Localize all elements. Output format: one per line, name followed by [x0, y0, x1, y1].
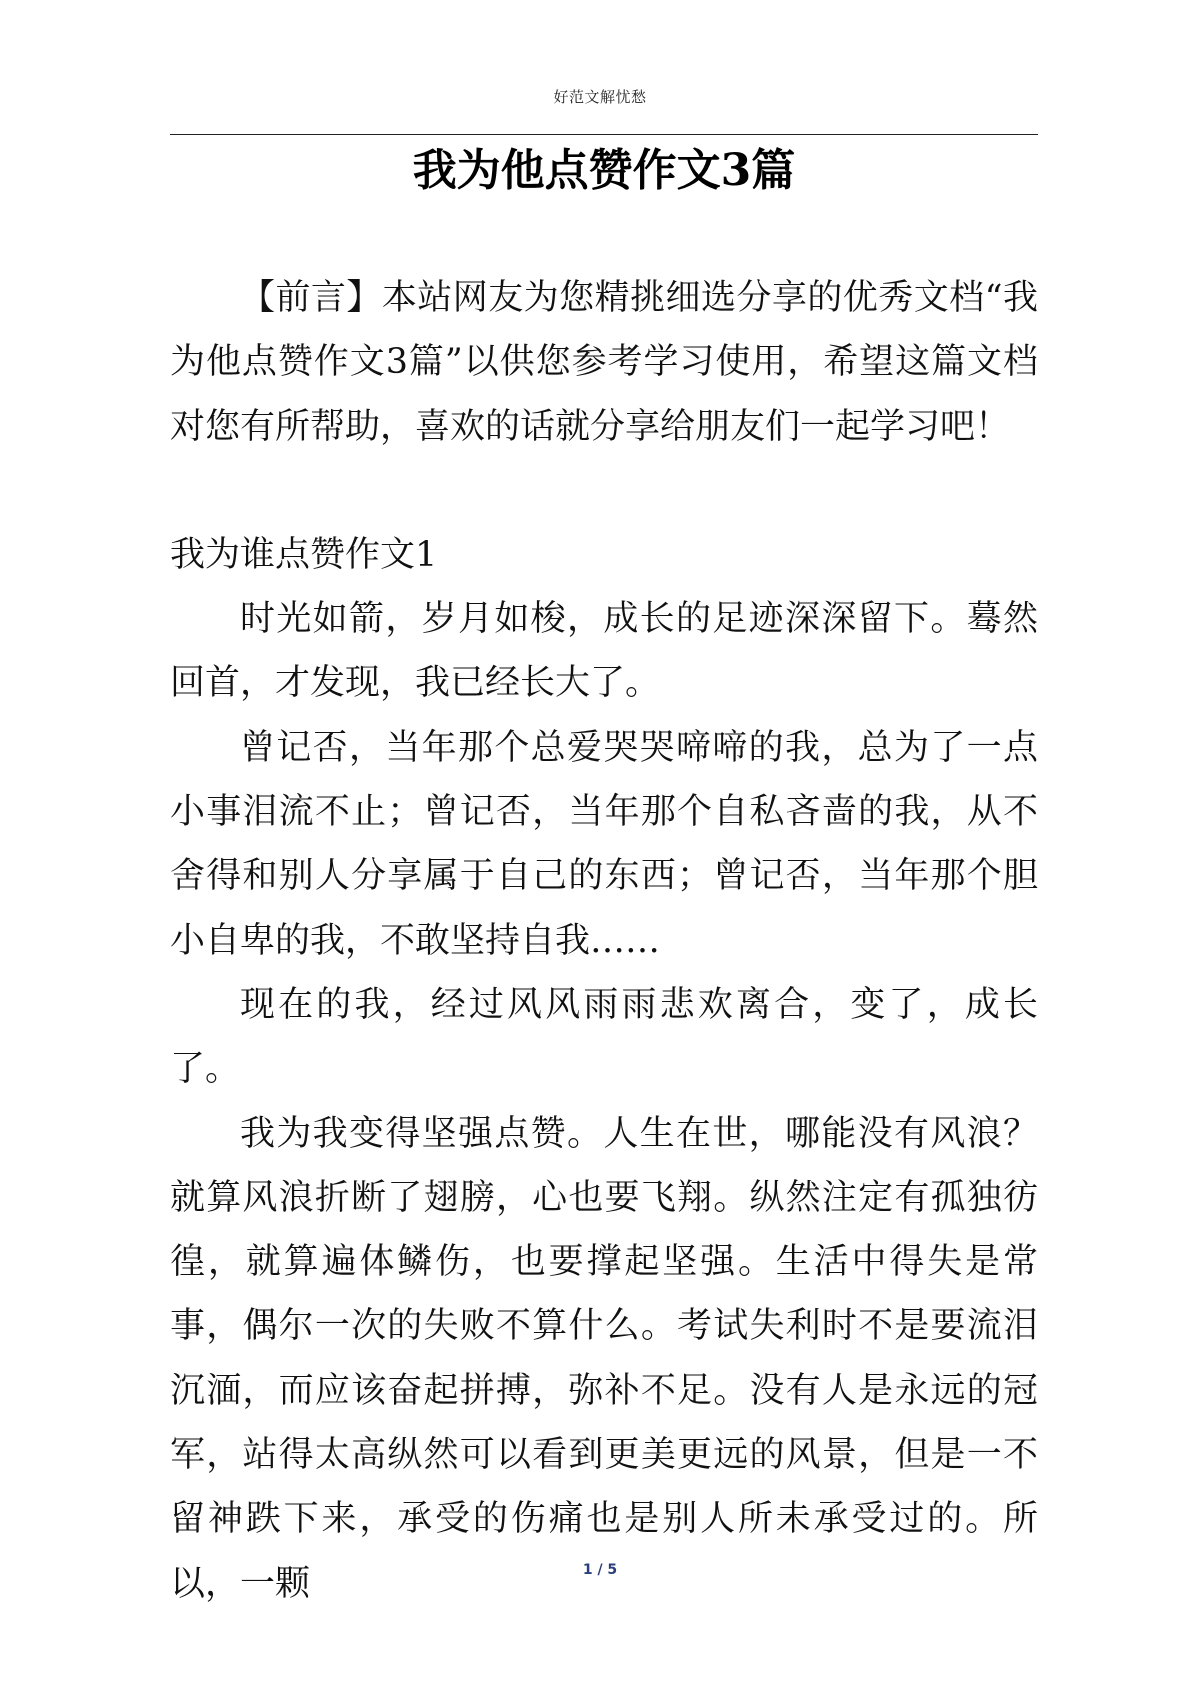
section-heading: 我为谁点赞作文1: [170, 534, 438, 575]
body-paragraph: 现在的我，经过风风雨雨悲欢离合，变了，成长了。: [170, 984, 1038, 1090]
body-paragraph: 我为我变得坚强点赞。人生在世，哪能没有风浪？就算风浪折断了翅膀，心也要飞翔。纵然注定有孤独彷徨，就算遍体鳞伤，也要撑起坚强。生活中得失是常事，偶尔一次的失败不算什么。考试失利时不是要流泪沉湎，而应该奋起拼搏，弥补不足。没有人是永远的冠军，站得太高纵然可以看到更美更远的风景，但是一不留神跌下来，承受的伤痛也是别人所未承受过的。所以，一颗: [170, 1113, 1038, 1604]
header-divider: [170, 134, 1038, 135]
preface-paragraph: 【前言】本站网友为您精挑细选分享的优秀文档“我为他点赞作文3篇”以供您参考学习使用，希望这篇文档对您有所帮助，喜欢的话就分享给朋友们一起学习吧！: [170, 278, 1038, 447]
document-body: [170, 266, 1038, 1616]
body-paragraph: 曾记否，当年那个总爱哭哭啼啼的我，总为了一点小事泪流不止；曾记否，当年那个自私吝啬的我，从不舍得和别人分享属于自己的东西；曾记否，当年那个胆小自卑的我，不敢坚持自我……: [170, 727, 1038, 961]
body-paragraph: 时光如箭，岁月如梭，成长的足迹深深留下。蓦然回首，才发现，我已经长大了。: [170, 599, 1038, 704]
page-number: 1 / 5: [582, 1562, 618, 1578]
document-title: 我为他点赞作文3篇: [412, 145, 796, 196]
page-header: 好范文解忧愁: [553, 88, 647, 106]
